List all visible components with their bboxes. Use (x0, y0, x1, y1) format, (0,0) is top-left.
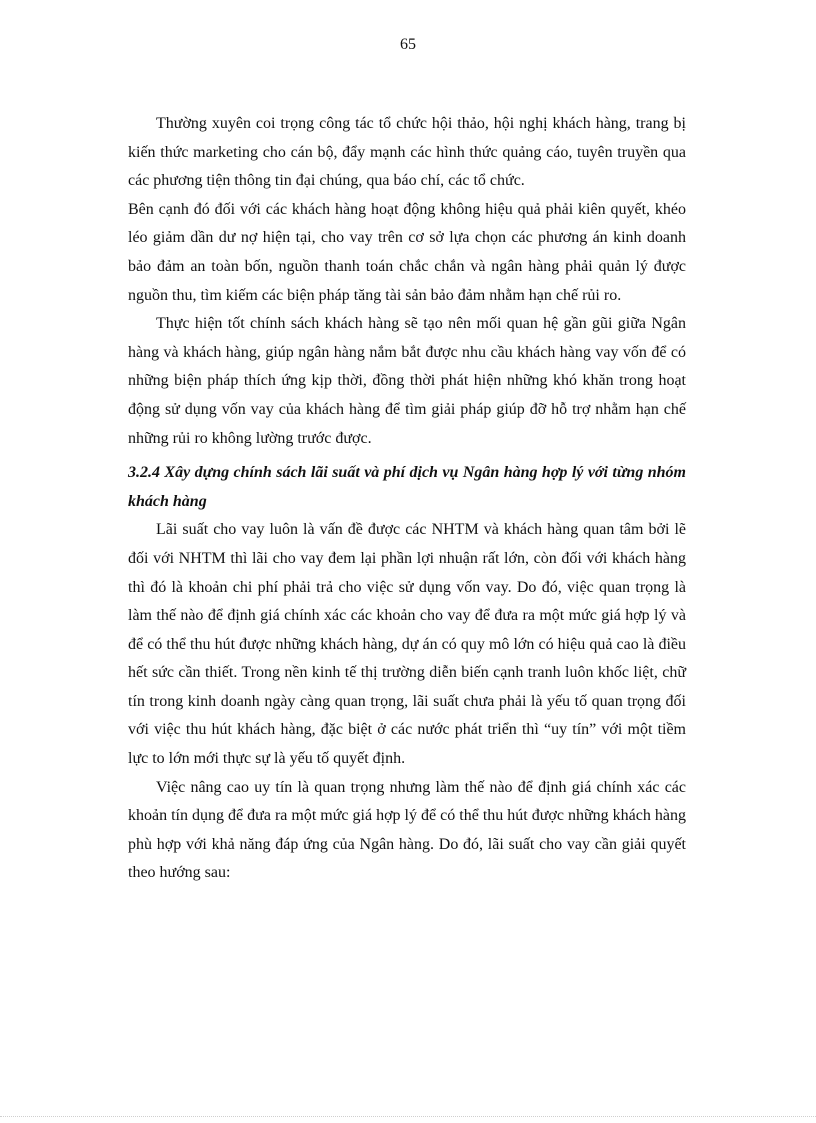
paragraph-reputation: Việc nâng cao uy tín là quan trọng nhưng làm thế nào để định giá chính xác các khoản tín dụng để đưa ra một mức giá hợp lý để có thể thu hút được những khách hàng phù hợp với khả năng đáp ứng của Ngân hàng. Do đó, lãi suất cho vay cần giải quyết theo hướng sau: (128, 778, 686, 882)
paragraph-interest-rate: Lãi suất cho vay luôn là vấn đề được các NHTM và khách hàng quan tâm bởi lẽ đối với NHTM thì lãi cho vay đem lại phần lợi nhuận rất lớn, còn đối với khách hàng thì đó là khoản chi phí phải trả cho việc sử dụng vốn vay. Do đó, việc quan trọng là làm thế nào để định giá chính xác các khoản cho vay để đưa ra một mức giá hợp lý và để có thể thu hút được những khách hàng, dự án có quy mô lớn có hiệu quả cao là điều hết sức cần thiết. Trong nền kinh tế thị trường diễn biến cạnh tranh luôn khốc liệt, chữ tín trong kinh doanh ngày càng quan trọng, lãi suất chưa phải là yếu tố quan trọng đối với việc thu hút khách hàng, đặc biệt ở các nước phát triển thì “uy tín” với một tiềm lực to lớn mới thực sự là yếu tố quyết định. (128, 521, 686, 768)
page-bottom-divider (0, 1116, 816, 1117)
section-heading-3-2-4: 3.2.4 Xây dựng chính sách lãi suất và phí dịch vụ Ngân hàng hợp lý với từng nhóm khách hàng (128, 464, 686, 510)
page-number: 65 (400, 36, 416, 53)
paragraph-customer-policy: Thực hiện tốt chính sách khách hàng sẽ tạo nên mối quan hệ gần gũi giữa Ngân hàng và khách hàng, giúp ngân hàng nắm bắt được nhu cầu khách hàng vay vốn để có những biện pháp thích ứng kịp thời, đồng thời phát hiện những khó khăn trong hoạt động sử dụng vốn vay của khách hàng để tìm giải pháp giúp đỡ hỗ trợ nhằm hạn chế những rủi ro không lường trước được. (128, 315, 686, 447)
paragraph-marketing: Thường xuyên coi trọng công tác tổ chức hội thảo, hội nghị khách hàng, trang bị kiến thức marketing cho cán bộ, đẩy mạnh các hình thức quảng cáo, tuyên truyền qua các phương tiện thông tin đại chúng, qua báo chí, các tổ chức. (128, 115, 686, 190)
paragraph-ineffective-customers: Bên cạnh đó đối với các khách hàng hoạt động không hiệu quả phải kiên quyết, khéo léo giảm dần dư nợ hiện tại, cho vay trên cơ sở lựa chọn các phương án kinh doanh bảo đảm an toàn bốn, nguồn thanh toán chắc chắn và ngân hàng phải quản lý được nguồn thu, tìm kiếm các biện pháp tăng tài sản bảo đảm nhằm hạn chế rủi ro. (128, 200, 686, 304)
document-body (128, 110, 686, 888)
